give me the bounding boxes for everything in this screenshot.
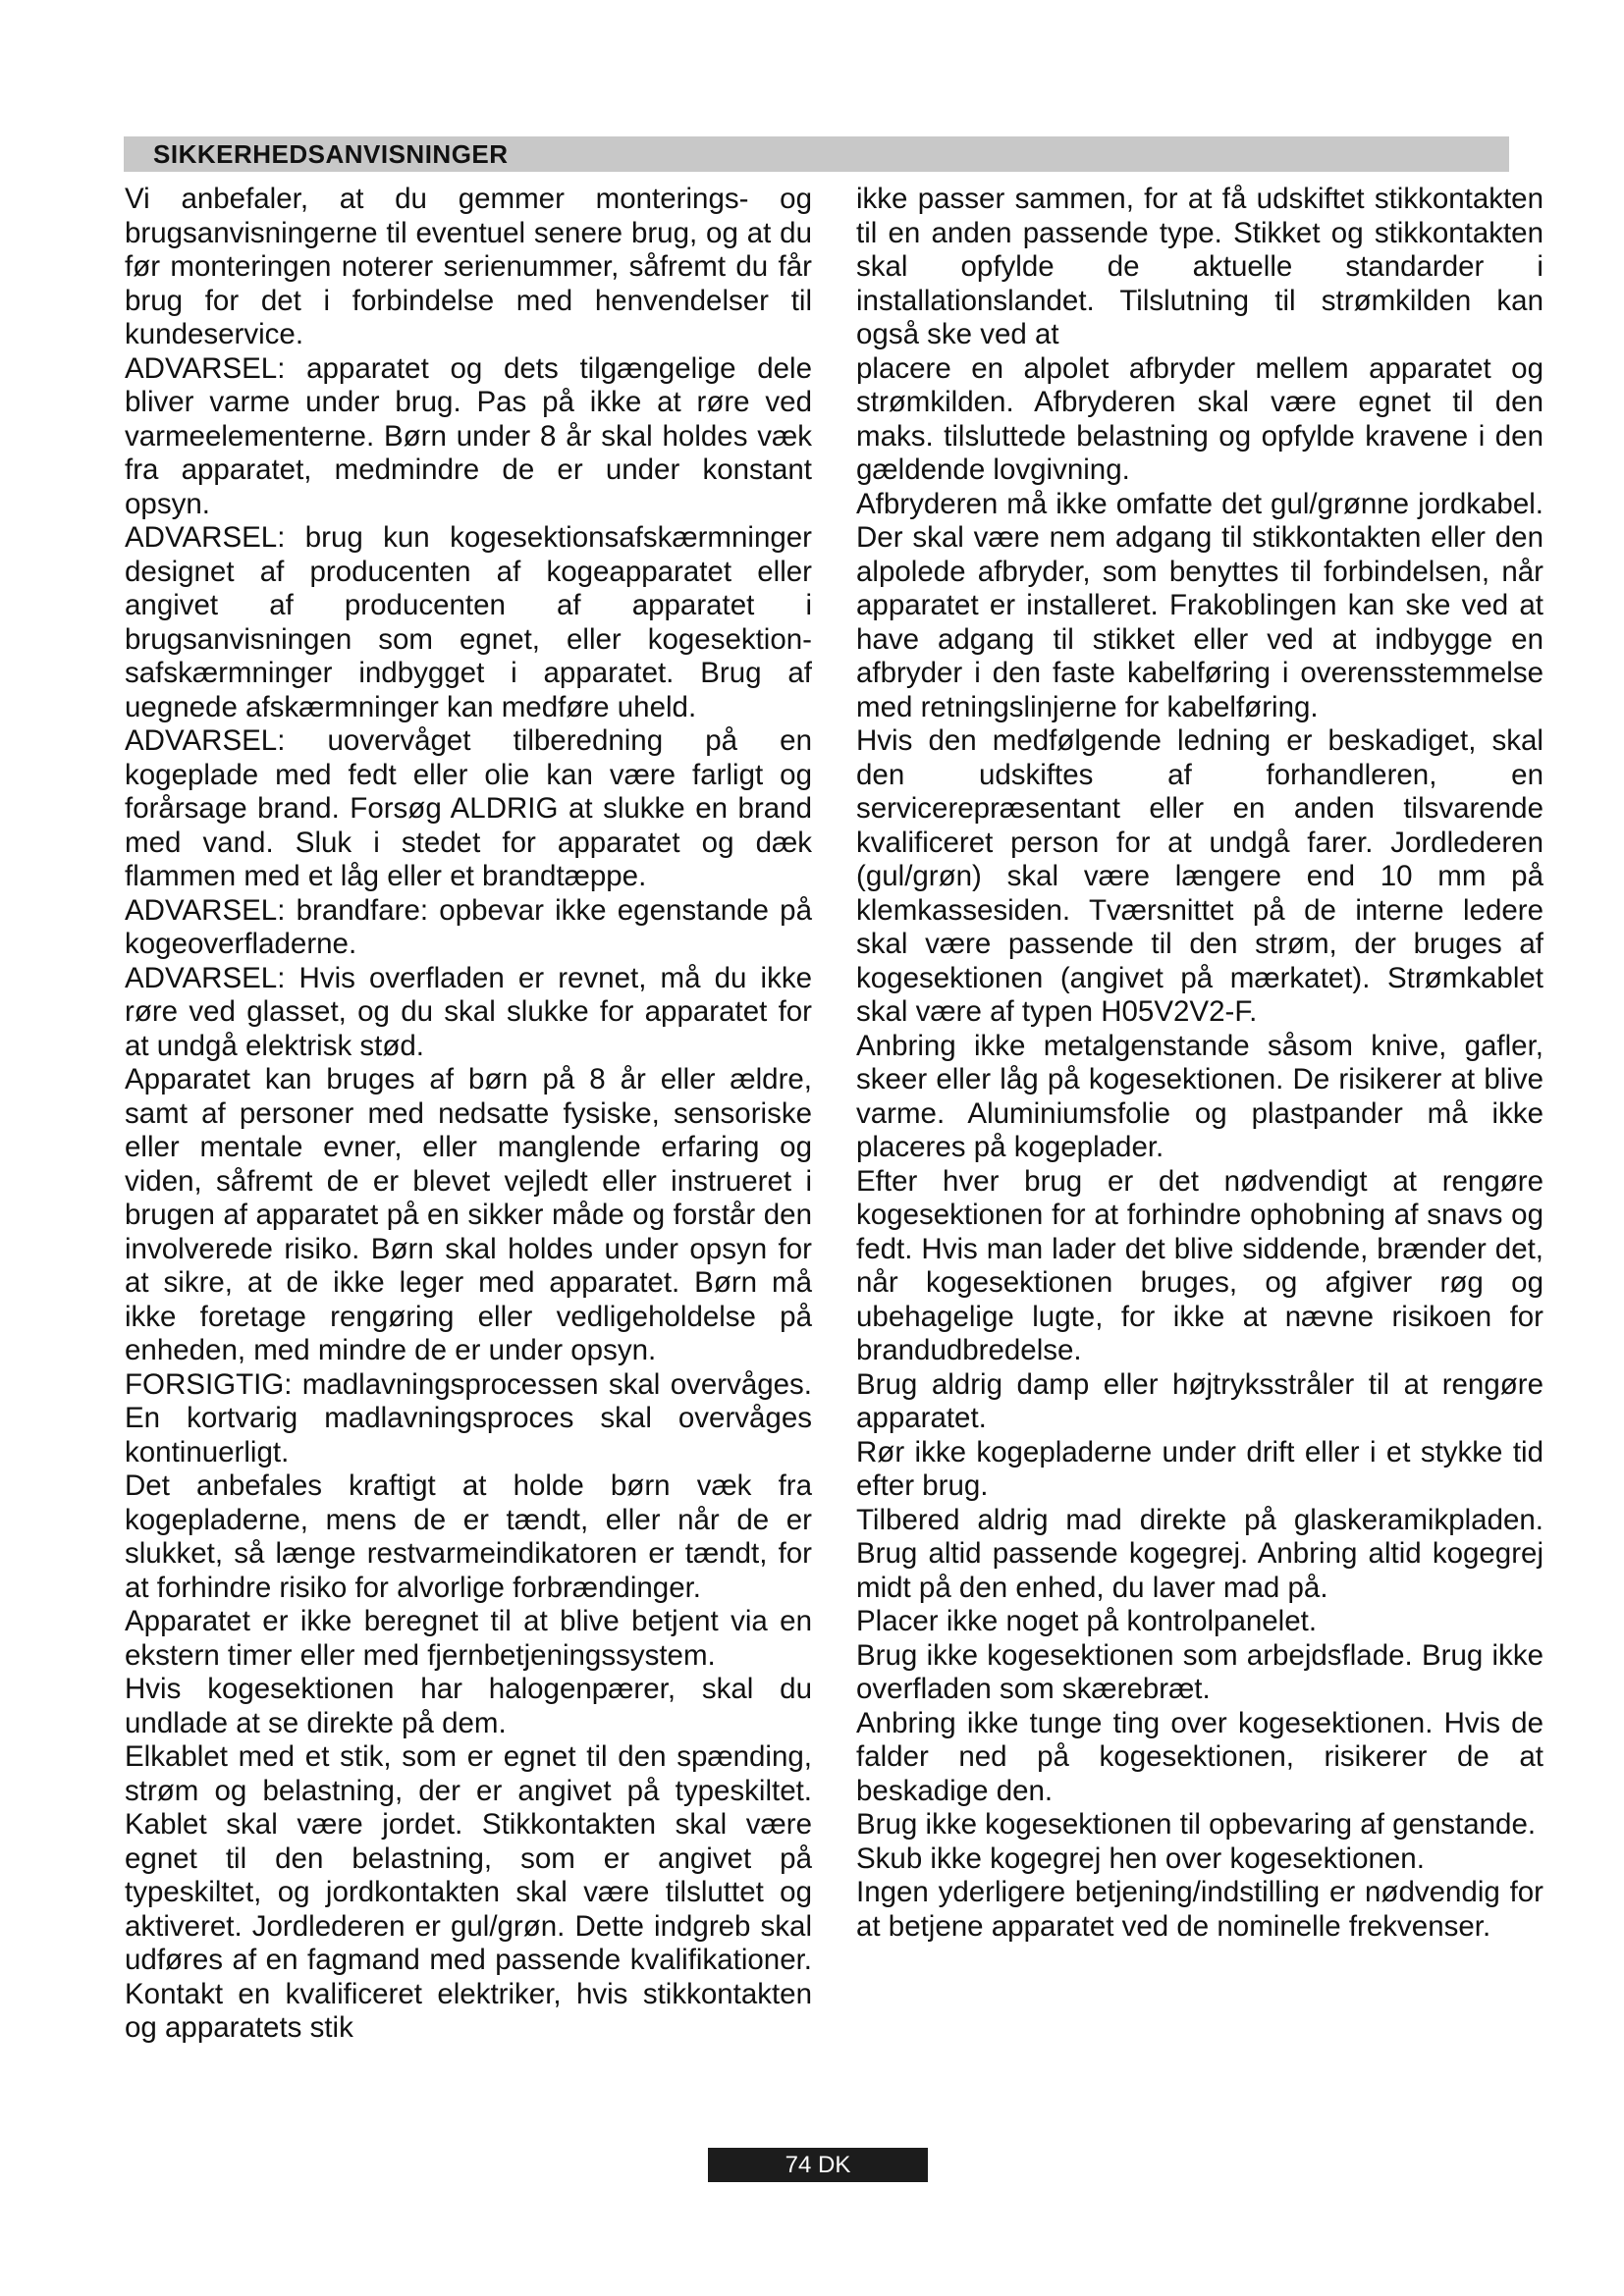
paragraph-do-not-touch: Rør ikke kogepladerne under drift eller i et stykke tid efter brug. — [856, 1435, 1543, 1502]
paragraph-all-pole-switch: placere en alpolet afbryder mellem apparatet og strømkilden. Afbryderen skal være egnet til den maks. tilsluttede belastning og opfylde kravene i den gældende lovgivning. — [856, 351, 1543, 486]
paragraph-no-steam-cleaner: Brug aldrig damp eller højtryksstråler til at rengøre apparatet. — [856, 1367, 1543, 1434]
paragraph-no-storage: Brug ikke kogesektionen til opbevaring af genstande. — [856, 1808, 1537, 1841]
paragraph-switch-earth-cable: Afbryderen må ikke omfatte det gul/grønne jordkabel. Der skal være nem adgang til stikkontakten eller den alpolede afbryder, som benyttes til forbindelsen, når apparatet er installeret. Frakoblingen kan ske ved at have adgang til stikket eller ved at indbygge en afbryder i den faste kabelføring i overensstemmelse med retningslinjerne for kabelføring. — [856, 487, 1543, 723]
paragraph-warning-fire-risk: ADVARSEL: brandfare: opbevar ikke egenstande på kogeoverfladerne. — [125, 893, 812, 960]
paragraph-caution-supervision: FORSIGTIG: madlavningsprocessen skal overvåges. En kortvarig madlavningsproces skal overvåges kontinuerligt. — [125, 1367, 812, 1468]
paragraph-cleaning-after-use: Efter hver brug er det nødvendigt at rengøre kogesektionen for at forhindre ophobning af snavs og fedt. Hvis man lader det blive siddende, brænder det, når kogesektionen bruges, og afgiver røg og ubehagelige lugte, for ikke at nævne risikoen for brandudbredelse. — [856, 1164, 1543, 1366]
paragraph-cookware-usage: Tilbered aldrig mad direkte på glaskeramikpladen. Brug altid passende kogegrej. Anbring altid kogegrej midt på den enhed, du laver mad på. — [856, 1503, 1543, 1604]
paragraph-heavy-objects: Anbring ikke tunge ting over kogesektionen. Hvis de falder ned på kogesektionen, risikerer de at beskadige den. — [856, 1706, 1543, 1807]
paragraph-damaged-cable: Hvis den medfølgende ledning er beskadiget, skal den udskiftes af forhandleren, en servicerepræsentant eller en anden tilsvarende kvalificeret person for at undgå farer. Jordlederen (gul/grøn) skal være længere end 10 mm på klemkassesiden. Tværsnittet på de interne ledere skal være passende til den strøm, der bruges af kogesektionen (angivet på mærkatet). Strømkablet skal være af typen H05V2V2-F. — [856, 724, 1543, 1028]
paragraph-metal-objects: Anbring ikke metalgenstande såsom knive, gafler, skeer eller låg på kogesektionen. De risikerer at blive varme. Aluminiumsfolie og plastpander må ikke placeres på kogeplader. — [856, 1029, 1543, 1163]
page-number: 74 DK — [708, 2148, 928, 2182]
right-column — [856, 183, 1543, 1944]
paragraph-no-sliding: Skub ikke kogegrej hen over kogesektionen. — [856, 1842, 1425, 1875]
paragraph-not-worksurface: Brug ikke kogesektionen som arbejdsflade. Brug ikke overfladen som skærebræt. — [856, 1638, 1543, 1705]
paragraph-storage-advice: Vi anbefaler, at du gemmer monterings- og brugsanvisningerne til eventuel senere brug, og at du før monteringen noterer serienummer, såfremt du får brug for det i forbindelse med henvendelser til kundeservice. — [125, 183, 812, 350]
paragraph-halogen-bulbs: Hvis kogesektionen har halogenpærer, skal du undlade at se direkte på dem. — [125, 1673, 812, 1739]
paragraph-warning-hot-parts: ADVARSEL: apparatet og dets tilgængelige dele bliver varme under brug. Pas på ikke at røre ved varmeelementerne. Børn under 8 år skal holdes væk fra apparatet, medmindre de er under konstant opsyn. — [125, 351, 812, 520]
paragraph-children-and-persons: Apparatet kan bruges af børn på 8 år eller ældre, samt af personer med nedsatte fysiske, sensoriske eller mentale evner, eller manglende erfaring og viden, såfremt de er blevet vejledt eller instrueret i brugen af apparatet på en sikker måde og forstår den involverede risiko. Børn skal holdes under opsyn for at sikre, at de ikke leger med apparatet. Børn må ikke foretage rengøring eller vedligeholdelse på enheden, med mindre de er under opsyn. — [125, 1063, 812, 1366]
paragraph-keep-children-away: Det anbefales kraftigt at holde børn væk fra kogepladerne, mens de er tændt, eller når de er slukket, så længe restvarmeindikatoren er tændt, for at forhindre risiko for alvorlige forbrændinger. — [125, 1469, 812, 1604]
paragraph-socket-replacement: ikke passer sammen, for at få udskiftet stikkontakten til en anden passende type. Stikket og stikkontakten skal opfylde de aktuelle standarder i installationslandet. Tilslutning til strømkilden kan også ske ved at — [856, 183, 1543, 350]
section-title: SIKKERHEDSANVISNINGER — [153, 139, 509, 169]
left-column — [125, 183, 812, 2046]
paragraph-control-panel: Placer ikke noget på kontrolpanelet. — [856, 1605, 1318, 1637]
paragraph-no-external-timer: Apparatet er ikke beregnet til at blive betjent via en ekstern timer eller med fjernbetjeningssystem. — [125, 1605, 812, 1672]
paragraph-power-cable: Elkablet med et stik, som er egnet til den spænding, strøm og belastning, der er angivet på typeskiltet. Kablet skal være jordet. Stikkontakten skal være egnet til den belastning, som er angivet på typeskiltet, og jordkontakten skal være tilsluttet og aktiveret. Jordlederen er gul/grøn. Dette indgreb skal udføres af en fagmand med passende kvalifikationer. Kontakt en kvalificeret elektriker, hvis stikkontakten og apparatets stik — [125, 1740, 812, 2044]
paragraph-warning-unattended-cooking: ADVARSEL: uovervåget tilberedning på en kogeplade med fedt eller olie kan være farligt og forårsage brand. Forsøg ALDRIG at slukke en brand med vand. Sluk i stedet for apparatet og dæk flammen med et låg eller et brandtæppe. — [125, 724, 812, 892]
paragraph-warning-hob-guards: ADVARSEL: brug kun kogesektionsafskærmninger designet af producenten af kogeapparatet eller angivet af producenten af apparatet i brugsanvisningen som egnet, eller kogesektion-safskærmninger indbygget i apparatet. Brug af uegnede afskærmninger kan medføre uheld. — [125, 521, 812, 723]
paragraph-warning-cracked-surface: ADVARSEL: Hvis overfladen er revnet, må du ikke røre ved glasset, og du skal slukke for apparatet for at undgå elektrisk stød. — [125, 961, 812, 1062]
section-header — [124, 136, 1509, 172]
paragraph-no-adjustment: Ingen yderligere betjening/indstilling er nødvendig for at betjene apparatet ved de nominelle frekvenser. — [856, 1876, 1543, 1943]
